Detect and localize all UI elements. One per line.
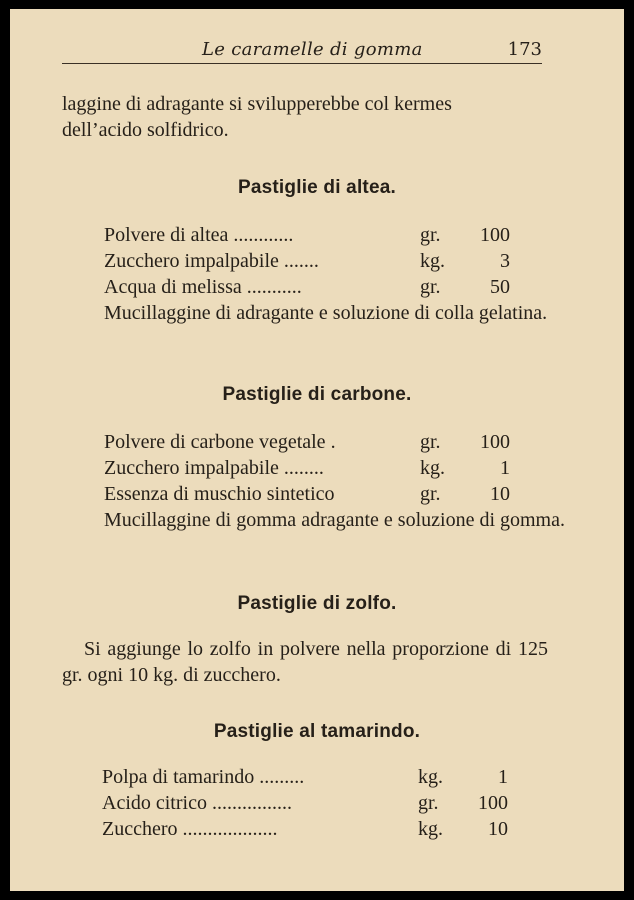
ingredient-qty: 1 bbox=[498, 766, 508, 788]
ingredient-row bbox=[104, 455, 550, 481]
ingredient-qty: 1 bbox=[500, 457, 510, 479]
heading-altea: Pastiglie di altea. bbox=[238, 177, 396, 198]
intro-line-1: laggine di adragante si svilupperebbe col kermes bbox=[62, 93, 452, 115]
ingredient-unit: gr. bbox=[420, 431, 441, 453]
ingredient-row bbox=[104, 429, 550, 455]
ingredient-name: Acqua di melissa ........... bbox=[104, 276, 302, 298]
ingredient-name: Acido citrico ................ bbox=[102, 792, 292, 814]
zolfo-paragraph: Si aggiunge lo zolfo in polvere nella proporzione di 125 gr. ogni 10 kg. di zucchero. bbox=[62, 638, 548, 686]
heading-carbone: Pastiglie di carbone. bbox=[222, 384, 412, 405]
ingredient-name: Zucchero impalpabile ........ bbox=[104, 457, 324, 479]
intro-paragraph bbox=[62, 91, 548, 143]
ingredient-name: Zucchero ................... bbox=[102, 818, 278, 840]
ingredient-unit: kg. bbox=[418, 766, 443, 788]
recipe-tamarindo bbox=[102, 764, 548, 842]
recipe-note: Mucillaggine di gomma adragante e soluzione di gomma. bbox=[104, 509, 565, 531]
ingredient-row bbox=[102, 790, 548, 816]
ingredient-unit: kg. bbox=[420, 250, 445, 272]
ingredient-name: Zucchero impalpabile ....... bbox=[104, 250, 319, 272]
ingredient-qty: 100 bbox=[480, 224, 510, 246]
recipe-note: Mucillaggine di adragante e soluzione di colla gelatina. bbox=[104, 302, 548, 324]
ingredient-row bbox=[104, 481, 550, 507]
recipe-carbone bbox=[104, 429, 565, 533]
ingredient-qty: 100 bbox=[480, 431, 510, 453]
ingredient-name: Polpa di tamarindo ......... bbox=[102, 766, 305, 788]
ingredient-row bbox=[102, 764, 548, 790]
ingredient-qty: 10 bbox=[490, 483, 510, 505]
book-page bbox=[10, 9, 624, 891]
ingredient-name: Polvere di carbone vegetale . bbox=[104, 431, 336, 453]
ingredient-unit: kg. bbox=[418, 818, 443, 840]
intro-line-2: dell’acido solfidrico. bbox=[62, 119, 229, 141]
ingredient-row bbox=[102, 816, 548, 842]
ingredient-unit: gr. bbox=[420, 276, 441, 298]
ingredient-unit: gr. bbox=[420, 483, 441, 505]
running-title: Le caramelle di gomma bbox=[202, 39, 423, 60]
ingredient-name: Polvere di altea ............ bbox=[104, 224, 294, 246]
ingredient-unit: kg. bbox=[420, 457, 445, 479]
running-head bbox=[62, 37, 542, 64]
ingredient-row bbox=[104, 274, 550, 300]
ingredient-qty: 50 bbox=[490, 276, 510, 298]
heading-tamarindo: Pastiglie al tamarindo. bbox=[213, 721, 421, 742]
ingredient-unit: gr. bbox=[420, 224, 441, 246]
recipe-altea bbox=[104, 222, 550, 326]
ingredient-unit: gr. bbox=[418, 792, 439, 814]
heading-zolfo: Pastiglie di zolfo. bbox=[237, 593, 397, 614]
ingredient-qty: 10 bbox=[488, 818, 508, 840]
ingredient-qty: 3 bbox=[500, 250, 510, 272]
ingredient-qty: 100 bbox=[478, 792, 508, 814]
ingredient-name: Essenza di muschio sintetico bbox=[104, 483, 335, 505]
ingredient-row bbox=[104, 222, 550, 248]
ingredient-row bbox=[104, 248, 550, 274]
page-number: 173 bbox=[507, 39, 542, 60]
